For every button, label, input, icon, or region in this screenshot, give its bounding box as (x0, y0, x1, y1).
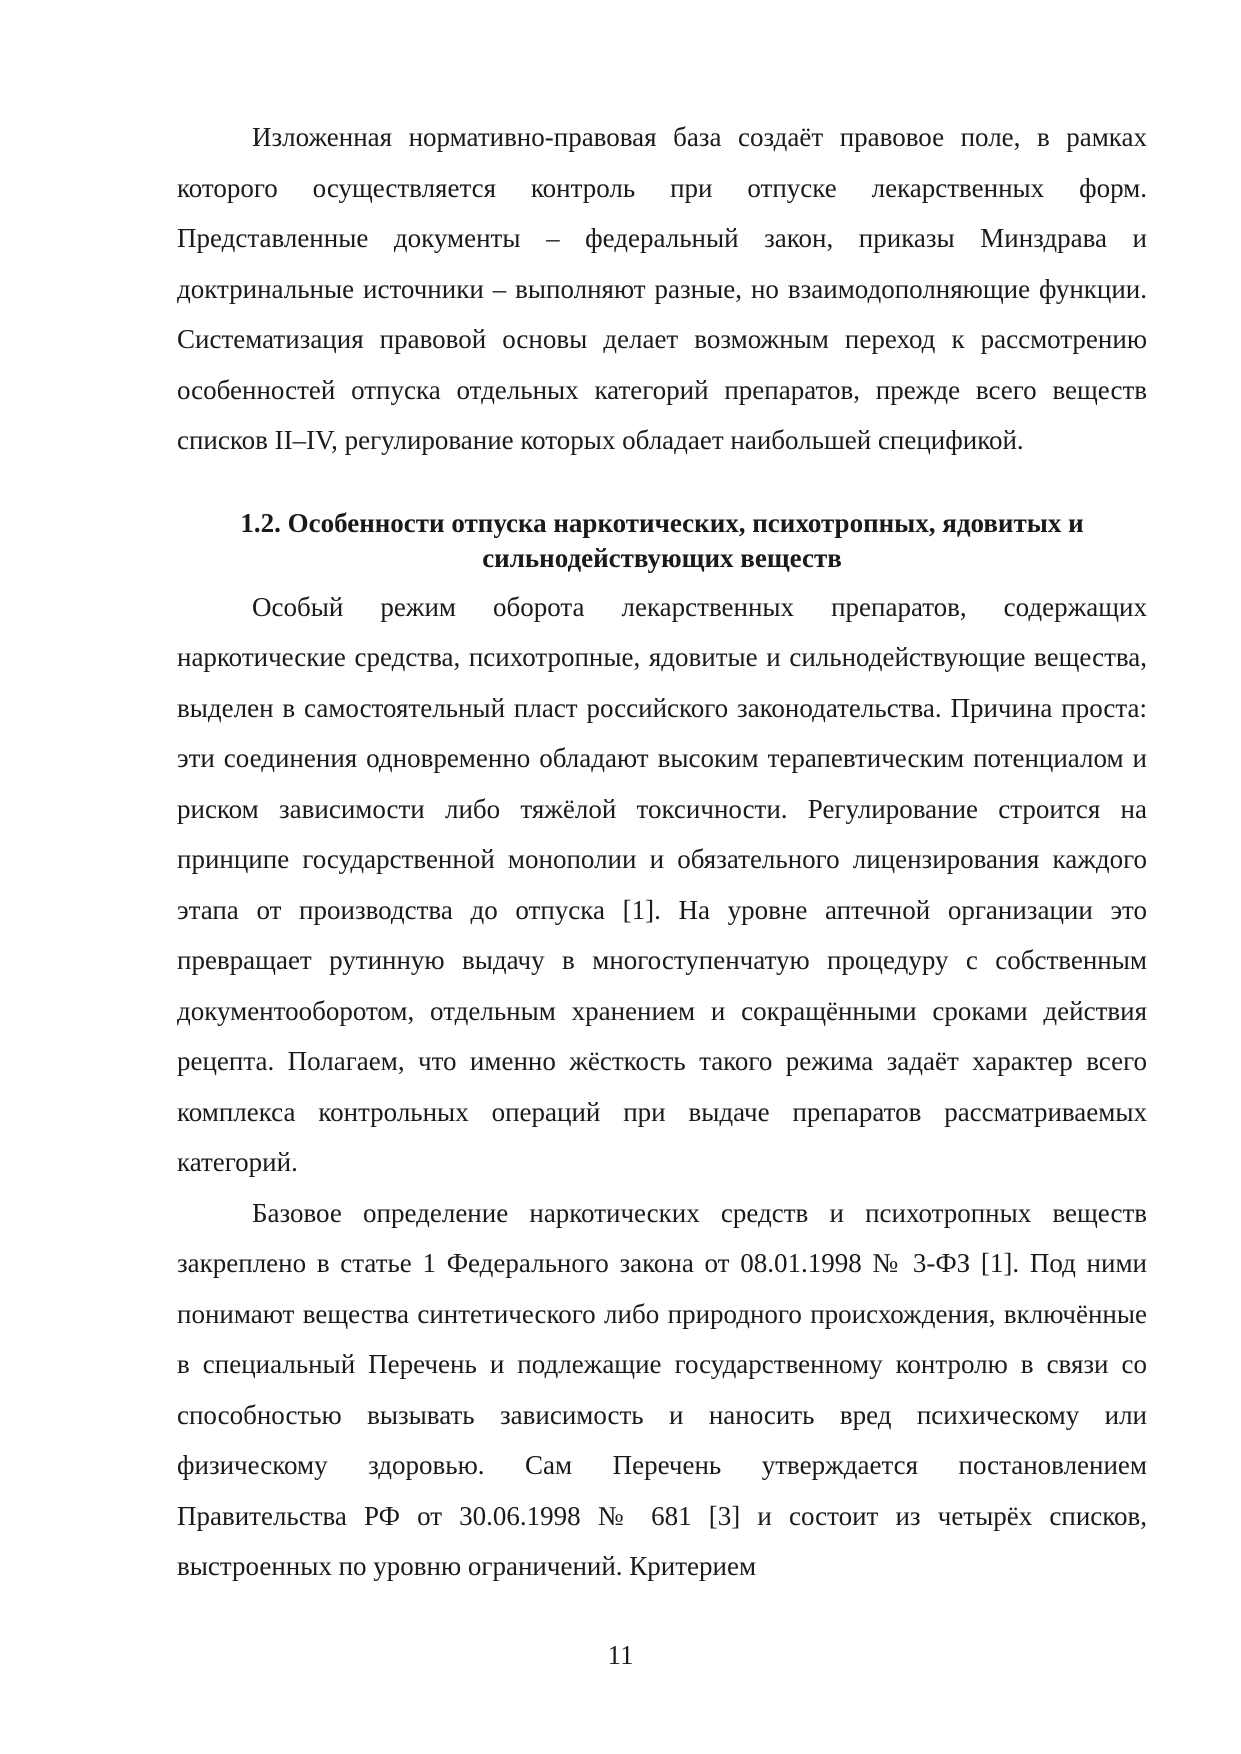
page-number: 11 (607, 1640, 634, 1670)
paragraph-definition: Базовое определение наркотических средств и психотропных веществ закреплено в статье 1 Федерального закона от 08.01.1998 № 3-ФЗ [1]. Под ними понимают вещества синтетического либо природного происхождения, включённые в специальный Перечень и подлежащие государственному контролю в связи со способностью вызывать зависимость и наносить вред психическому или физическому здоровью. Сам Перечень утверждается постановлением Правительства РФ от 30.06.1998 № 681 [3] и состоит из четырёх списков, выстроенных по уровню ограничений. Критерием (177, 1197, 1147, 1581)
paragraph-intro: Изложенная нормативно-правовая база создаёт правовое поле, в рамках которого осуществляется контроль при отпуске лекарственных форм. Представленные документы – федеральный закон, приказы Минздрава и доктринальные источники – выполняют разные, но взаимодополняющие функции. Систематизация правовой основы делает возможным переход к рассмотрению особенностей отпуска отдельных категорий препаратов, прежде всего веществ списков II–IV, регулирование которых обладает наибольшей спецификой. (177, 122, 1147, 455)
section-heading: 1.2. Особенности отпуска наркотических, психотропных, ядовитых и сильнодействующих веществ (240, 507, 1084, 573)
document-page (177, 112, 1147, 1592)
paragraph-special-regime: Особый режим оборота лекарственных препаратов, содержащих наркотические средства, психотропные, ядовитые и сильнодействующие вещества, выделен в самостоятельный пласт российского законодательства. Причина проста: эти соединения одновременно обладают высоким терапевтическим потенциалом и риском зависимости либо тяжёлой токсичности. Регулирование строится на принципе государственной монополии и обязательного лицензирования каждого этапа от производства до отпуска [1]. На уровне аптечной организации это превращает рутинную выдачу в многоступенчатую процедуру с собственным документооборотом, отдельным хранением и сокращёнными сроками действия рецепта. Полагаем, что именно жёсткость такого режима задаёт характер всего комплекса контрольных операций при выдаче препаратов рассматриваемых категорий. (177, 591, 1147, 1177)
